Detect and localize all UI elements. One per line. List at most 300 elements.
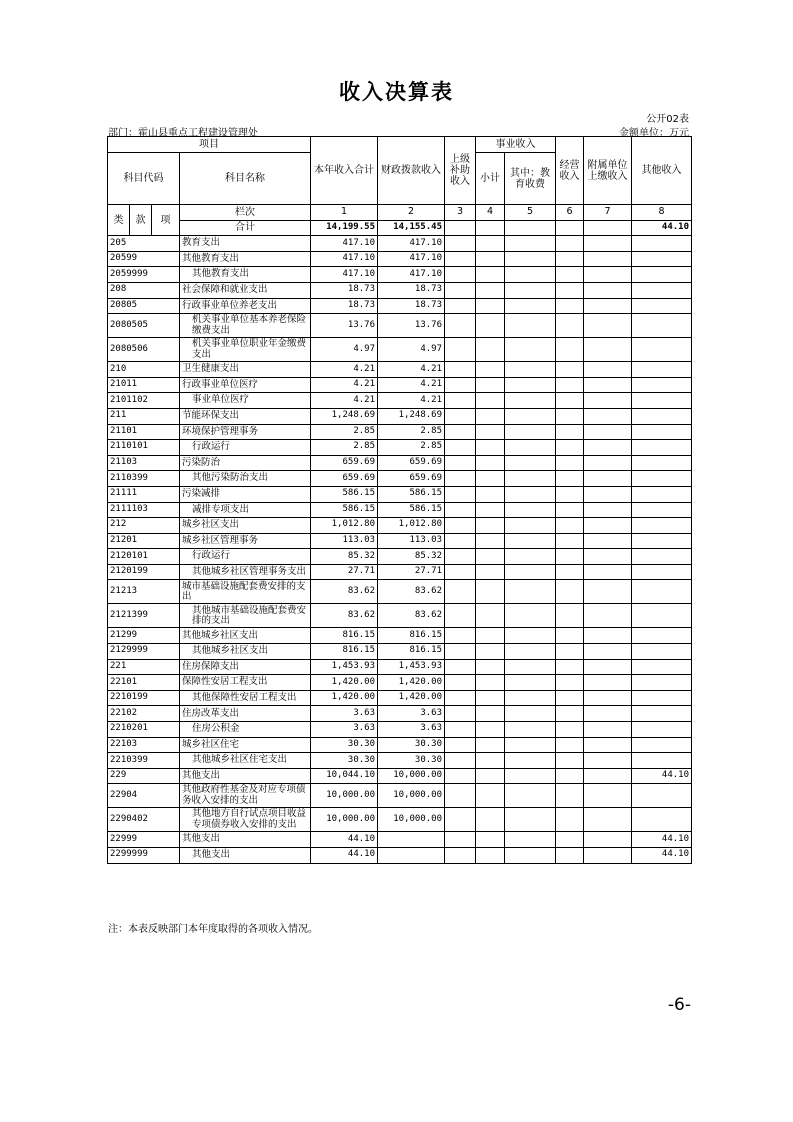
row-subtotal — [476, 564, 505, 580]
row-edu — [505, 338, 556, 362]
row-superior — [445, 440, 476, 456]
row-superior — [445, 706, 476, 722]
row-total: 1,420.00 — [311, 690, 378, 706]
table-row — [108, 408, 692, 424]
table-row — [108, 549, 692, 565]
row-affiliate — [584, 784, 632, 808]
row-superior — [445, 486, 476, 502]
row-total: 1,248.69 — [311, 408, 378, 424]
row-code: 211 — [108, 408, 180, 424]
row-total: 1,012.80 — [311, 518, 378, 534]
table-row — [108, 737, 692, 753]
row-affiliate — [584, 604, 632, 628]
row-code: 22904 — [108, 784, 180, 808]
row-subtotal — [476, 408, 505, 424]
row-fiscal: 85.32 — [378, 549, 445, 565]
row-name: 城乡社区支出 — [180, 518, 311, 534]
row-total: 659.69 — [311, 471, 378, 487]
header-business: 事业收入 — [476, 137, 556, 153]
row-other — [632, 362, 692, 378]
row-edu — [505, 424, 556, 440]
row-subtotal — [476, 424, 505, 440]
row-affiliate — [584, 502, 632, 518]
row-operating — [556, 659, 584, 675]
row-operating — [556, 502, 584, 518]
row-code: 22101 — [108, 675, 180, 691]
row-superior — [445, 737, 476, 753]
row-name: 污染防治 — [180, 455, 311, 471]
row-edu — [505, 690, 556, 706]
row-fiscal: 1,012.80 — [378, 518, 445, 534]
row-superior — [445, 690, 476, 706]
row-edu — [505, 549, 556, 565]
row-other — [632, 298, 692, 314]
row-other — [632, 533, 692, 549]
row-subtotal — [476, 644, 505, 660]
row-affiliate — [584, 471, 632, 487]
row-total: 4.21 — [311, 377, 378, 393]
row-edu — [505, 393, 556, 409]
row-code: 2101102 — [108, 393, 180, 409]
row-code: 2129999 — [108, 644, 180, 660]
row-subtotal — [476, 628, 505, 644]
row-total: 3.63 — [311, 722, 378, 738]
row-name: 行政运行 — [180, 440, 311, 456]
row-subtotal — [476, 251, 505, 267]
table-row — [108, 282, 692, 298]
row-name: 机关事业单位基本养老保险缴费支出 — [180, 314, 311, 338]
row-fiscal: 586.15 — [378, 486, 445, 502]
row-code: 210 — [108, 362, 180, 378]
row-affiliate — [584, 628, 632, 644]
row-operating — [556, 408, 584, 424]
row-affiliate — [584, 251, 632, 267]
row-operating — [556, 737, 584, 753]
row-subtotal — [476, 808, 505, 832]
row-total: 83.62 — [311, 580, 378, 604]
row-operating — [556, 282, 584, 298]
row-other: 44.10 — [632, 768, 692, 784]
row-edu — [505, 518, 556, 534]
row-edu — [505, 628, 556, 644]
row-affiliate — [584, 377, 632, 393]
row-fiscal: 4.21 — [378, 362, 445, 378]
header-lei: 类 — [108, 205, 130, 236]
table-row — [108, 455, 692, 471]
row-name: 其他城市基础设施配套费安排的支出 — [180, 604, 311, 628]
row-operating — [556, 298, 584, 314]
table-row — [108, 564, 692, 580]
row-code: 2111103 — [108, 502, 180, 518]
row-subtotal — [476, 549, 505, 565]
row-other — [632, 393, 692, 409]
row-affiliate — [584, 580, 632, 604]
row-operating — [556, 518, 584, 534]
row-total: 417.10 — [311, 267, 378, 283]
row-edu — [505, 832, 556, 848]
row-code: 2120101 — [108, 549, 180, 565]
row-total: 30.30 — [311, 753, 378, 769]
row-total: 83.62 — [311, 604, 378, 628]
row-operating — [556, 690, 584, 706]
row-name: 减排专项支出 — [180, 502, 311, 518]
header-kuan: 款 — [130, 205, 152, 236]
row-other — [632, 706, 692, 722]
row-operating — [556, 338, 584, 362]
row-fiscal — [378, 848, 445, 864]
table-row — [108, 690, 692, 706]
row-operating — [556, 314, 584, 338]
row-name: 事业单位医疗 — [180, 393, 311, 409]
row-name: 其他城乡社区支出 — [180, 644, 311, 660]
row-fiscal: 83.62 — [378, 580, 445, 604]
row-name: 行政事业单位医疗 — [180, 377, 311, 393]
row-other — [632, 502, 692, 518]
row-superior — [445, 564, 476, 580]
row-affiliate — [584, 722, 632, 738]
row-code: 21011 — [108, 377, 180, 393]
row-operating — [556, 706, 584, 722]
row-edu — [505, 659, 556, 675]
row-code: 21201 — [108, 533, 180, 549]
row-fiscal: 1,453.93 — [378, 659, 445, 675]
row-code: 21299 — [108, 628, 180, 644]
row-edu — [505, 808, 556, 832]
header-column: 栏次 — [180, 205, 311, 221]
row-subtotal — [476, 580, 505, 604]
table-row — [108, 236, 692, 252]
row-operating — [556, 784, 584, 808]
row-fiscal: 417.10 — [378, 236, 445, 252]
row-code: 2299999 — [108, 848, 180, 864]
row-total: 27.71 — [311, 564, 378, 580]
row-affiliate — [584, 564, 632, 580]
row-name: 环境保护管理事务 — [180, 424, 311, 440]
row-operating — [556, 455, 584, 471]
row-superior — [445, 314, 476, 338]
row-name: 城乡社区住宅 — [180, 737, 311, 753]
row-other — [632, 424, 692, 440]
row-fiscal: 30.30 — [378, 753, 445, 769]
row-subtotal — [476, 455, 505, 471]
row-code: 21111 — [108, 486, 180, 502]
col-num: 3 — [445, 205, 476, 221]
row-code: 2210199 — [108, 690, 180, 706]
row-superior — [445, 518, 476, 534]
row-superior — [445, 533, 476, 549]
row-code: 22102 — [108, 706, 180, 722]
row-superior — [445, 753, 476, 769]
row-other — [632, 377, 692, 393]
row-fiscal: 27.71 — [378, 564, 445, 580]
row-code: 212 — [108, 518, 180, 534]
row-fiscal — [378, 832, 445, 848]
row-subtotal — [476, 502, 505, 518]
table-row — [108, 362, 692, 378]
row-edu — [505, 236, 556, 252]
row-fiscal: 1,248.69 — [378, 408, 445, 424]
row-edu — [505, 753, 556, 769]
row-edu — [505, 580, 556, 604]
row-fiscal: 1,420.00 — [378, 690, 445, 706]
row-superior — [445, 580, 476, 604]
row-total: 4.21 — [311, 393, 378, 409]
row-superior — [445, 808, 476, 832]
row-subtotal — [476, 338, 505, 362]
row-other — [632, 267, 692, 283]
table-row — [108, 486, 692, 502]
row-edu — [505, 314, 556, 338]
row-code: 21101 — [108, 424, 180, 440]
row-superior — [445, 408, 476, 424]
row-superior — [445, 659, 476, 675]
row-edu — [505, 377, 556, 393]
row-name: 其他污染防治支出 — [180, 471, 311, 487]
row-edu — [505, 298, 556, 314]
row-affiliate — [584, 518, 632, 534]
row-operating — [556, 580, 584, 604]
row-other — [632, 784, 692, 808]
row-subtotal — [476, 690, 505, 706]
row-name: 其他城乡社区管理事务支出 — [180, 564, 311, 580]
row-other — [632, 808, 692, 832]
row-operating — [556, 236, 584, 252]
row-fiscal: 4.21 — [378, 393, 445, 409]
row-operating — [556, 362, 584, 378]
row-total: 417.10 — [311, 251, 378, 267]
row-total: 4.21 — [311, 362, 378, 378]
table-row — [108, 267, 692, 283]
row-superior — [445, 784, 476, 808]
row-code: 2121399 — [108, 604, 180, 628]
row-edu — [505, 706, 556, 722]
table-row — [108, 298, 692, 314]
row-edu — [505, 282, 556, 298]
header-code: 科目代码 — [108, 153, 180, 205]
row-subtotal — [476, 706, 505, 722]
row-affiliate — [584, 753, 632, 769]
row-edu — [505, 502, 556, 518]
row-subtotal — [476, 768, 505, 784]
row-edu — [505, 486, 556, 502]
row-other: 44.10 — [632, 848, 692, 864]
header-other: 其他收入 — [632, 137, 692, 205]
row-other — [632, 690, 692, 706]
table-row — [108, 604, 692, 628]
header-xiang: 项 — [152, 205, 180, 236]
row-operating — [556, 848, 584, 864]
row-total: 113.03 — [311, 533, 378, 549]
row-affiliate — [584, 848, 632, 864]
header-total: 本年收入合计 — [311, 137, 378, 205]
row-superior — [445, 282, 476, 298]
table-row — [108, 628, 692, 644]
row-fiscal: 4.97 — [378, 338, 445, 362]
row-affiliate — [584, 338, 632, 362]
table-row — [108, 393, 692, 409]
table-row — [108, 808, 692, 832]
row-total: 18.73 — [311, 298, 378, 314]
row-fiscal: 83.62 — [378, 604, 445, 628]
row-name: 其他支出 — [180, 832, 311, 848]
table-row — [108, 580, 692, 604]
table-row — [108, 533, 692, 549]
row-total: 13.76 — [311, 314, 378, 338]
table-row — [108, 659, 692, 675]
row-name: 机关事业单位职业年金缴费支出 — [180, 338, 311, 362]
row-name: 教育支出 — [180, 236, 311, 252]
income-table — [107, 136, 692, 864]
row-affiliate — [584, 737, 632, 753]
row-fiscal: 4.21 — [378, 377, 445, 393]
row-fiscal: 10,000.00 — [378, 808, 445, 832]
row-name: 节能环保支出 — [180, 408, 311, 424]
row-other — [632, 251, 692, 267]
row-total: 4.97 — [311, 338, 378, 362]
page-number: -6- — [667, 995, 691, 1015]
header-subtotal: 小计 — [476, 153, 505, 205]
table-note: 注：本表反映部门本年度取得的各项收入情况。 — [108, 924, 318, 935]
row-fiscal: 659.69 — [378, 471, 445, 487]
row-operating — [556, 549, 584, 565]
header-fiscal: 财政拨款收入 — [378, 137, 445, 205]
row-superior — [445, 455, 476, 471]
sum-fiscal: 14,155.45 — [378, 220, 445, 236]
row-name: 保障性安居工程支出 — [180, 675, 311, 691]
row-subtotal — [476, 659, 505, 675]
row-fiscal: 10,000.00 — [378, 768, 445, 784]
row-affiliate — [584, 768, 632, 784]
row-affiliate — [584, 362, 632, 378]
row-operating — [556, 393, 584, 409]
row-code: 20599 — [108, 251, 180, 267]
row-operating — [556, 768, 584, 784]
table-row — [108, 314, 692, 338]
table-row — [108, 753, 692, 769]
table-row — [108, 848, 692, 864]
row-edu — [505, 267, 556, 283]
row-code: 2290402 — [108, 808, 180, 832]
row-superior — [445, 424, 476, 440]
row-other — [632, 659, 692, 675]
row-other — [632, 604, 692, 628]
row-affiliate — [584, 455, 632, 471]
col-num: 7 — [584, 205, 632, 221]
row-name: 社会保障和就业支出 — [180, 282, 311, 298]
row-superior — [445, 832, 476, 848]
row-superior — [445, 393, 476, 409]
form-number: 公开02表 — [646, 114, 689, 125]
sum-total: 14,199.55 — [311, 220, 378, 236]
row-name: 城乡社区管理事务 — [180, 533, 311, 549]
header-affiliate: 附属单位上缴收入 — [584, 137, 632, 205]
col-num: 6 — [556, 205, 584, 221]
row-code: 22999 — [108, 832, 180, 848]
row-operating — [556, 440, 584, 456]
row-name: 住房保障支出 — [180, 659, 311, 675]
row-total: 44.10 — [311, 832, 378, 848]
row-superior — [445, 549, 476, 565]
row-fiscal: 30.30 — [378, 737, 445, 753]
row-edu — [505, 455, 556, 471]
row-affiliate — [584, 706, 632, 722]
table-row — [108, 471, 692, 487]
row-other — [632, 338, 692, 362]
row-subtotal — [476, 236, 505, 252]
row-total: 1,420.00 — [311, 675, 378, 691]
row-total: 659.69 — [311, 455, 378, 471]
row-superior — [445, 848, 476, 864]
row-operating — [556, 644, 584, 660]
row-total: 816.15 — [311, 628, 378, 644]
row-edu — [505, 675, 556, 691]
row-subtotal — [476, 518, 505, 534]
row-name: 卫生健康支出 — [180, 362, 311, 378]
row-code: 22103 — [108, 737, 180, 753]
table-row — [108, 251, 692, 267]
row-affiliate — [584, 690, 632, 706]
row-code: 2120199 — [108, 564, 180, 580]
row-code: 21103 — [108, 455, 180, 471]
row-other — [632, 440, 692, 456]
row-name: 其他教育支出 — [180, 251, 311, 267]
row-subtotal — [476, 784, 505, 808]
row-subtotal — [476, 282, 505, 298]
row-fiscal: 13.76 — [378, 314, 445, 338]
sum-label: 合计 — [180, 220, 311, 236]
header-item: 项目 — [108, 137, 311, 153]
row-fiscal: 417.10 — [378, 251, 445, 267]
table-row — [108, 338, 692, 362]
row-fiscal: 816.15 — [378, 644, 445, 660]
row-other — [632, 737, 692, 753]
row-name: 城市基础设施配套费安排的支出 — [180, 580, 311, 604]
table-body — [108, 236, 692, 863]
row-code: 21213 — [108, 580, 180, 604]
row-other — [632, 580, 692, 604]
row-operating — [556, 808, 584, 832]
row-superior — [445, 267, 476, 283]
row-code: 2110101 — [108, 440, 180, 456]
row-affiliate — [584, 659, 632, 675]
row-edu — [505, 564, 556, 580]
row-code: 229 — [108, 768, 180, 784]
row-other — [632, 314, 692, 338]
row-operating — [556, 533, 584, 549]
row-code: 205 — [108, 236, 180, 252]
row-other — [632, 753, 692, 769]
row-code: 20805 — [108, 298, 180, 314]
row-total: 816.15 — [311, 644, 378, 660]
row-superior — [445, 471, 476, 487]
row-name: 住房公积金 — [180, 722, 311, 738]
row-other — [632, 628, 692, 644]
row-total: 2.85 — [311, 424, 378, 440]
row-other — [632, 455, 692, 471]
row-affiliate — [584, 808, 632, 832]
row-subtotal — [476, 753, 505, 769]
row-total: 10,044.10 — [311, 768, 378, 784]
row-name: 其他支出 — [180, 848, 311, 864]
table-row — [108, 706, 692, 722]
unit-label: 金额单位：万元 — [619, 128, 689, 139]
row-code: 2110399 — [108, 471, 180, 487]
row-total: 10,000.00 — [311, 784, 378, 808]
row-name: 其他城乡社区住宅支出 — [180, 753, 311, 769]
table-row — [108, 768, 692, 784]
row-fiscal: 2.85 — [378, 440, 445, 456]
row-name: 其他支出 — [180, 768, 311, 784]
